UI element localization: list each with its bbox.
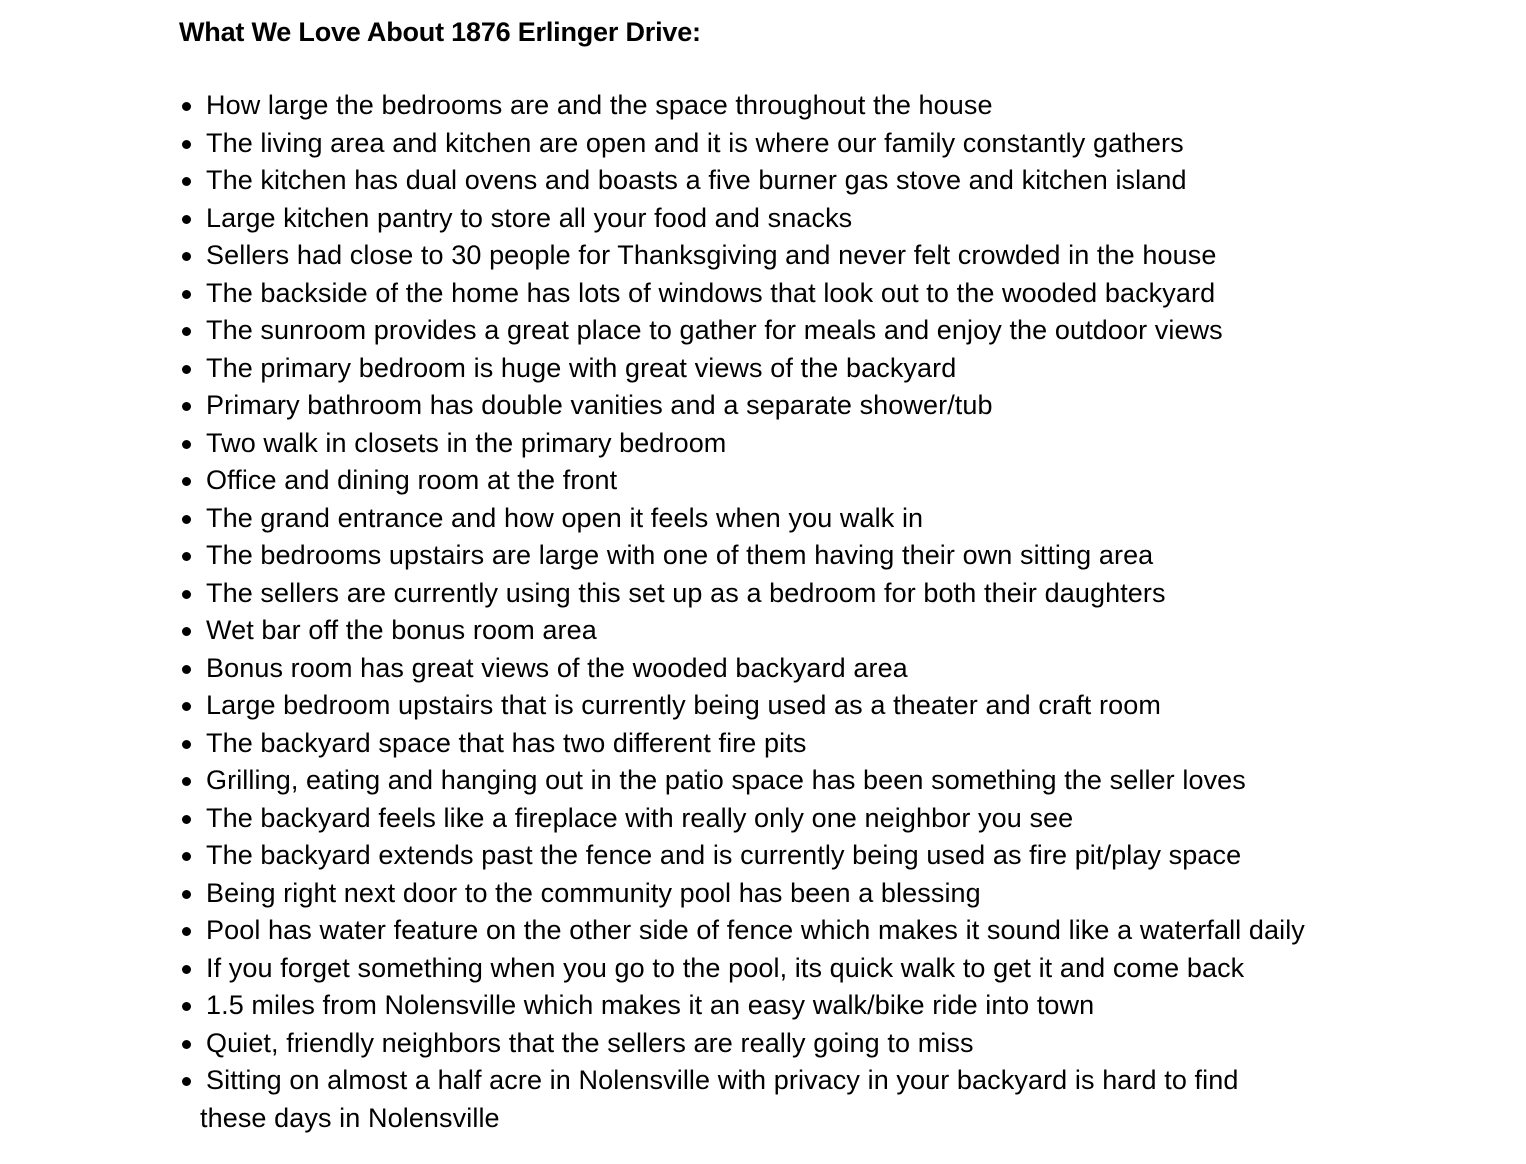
list-item-text: The kitchen has dual ovens and boasts a five burner gas stove and kitchen island [206, 165, 1187, 195]
list-item-text: The sunroom provides a great place to gather for meals and enjoy the outdoor views [206, 315, 1223, 345]
list-item [179, 912, 1379, 950]
list-item [179, 575, 1379, 613]
bullet-icon [182, 477, 191, 486]
list-item [179, 950, 1379, 988]
list-item [179, 1025, 1379, 1063]
list-item-text: If you forget something when you go to the pool, its quick walk to get it and come back [206, 952, 1245, 983]
list-item-text: The grand entrance and how open it feels when you walk in [206, 502, 924, 533]
features-list [179, 87, 1379, 1137]
bullet-icon [182, 815, 191, 824]
list-item [179, 425, 1379, 463]
list-item [179, 162, 1379, 200]
list-item [179, 125, 1379, 163]
bullet-icon [182, 777, 191, 786]
list-item-text: Two walk in closets in the primary bedroom [206, 427, 727, 458]
bullet-icon [182, 177, 191, 186]
bullet-icon [182, 402, 191, 411]
bullet-icon [182, 965, 191, 974]
list-item [179, 537, 1379, 575]
bullet-icon [182, 702, 191, 711]
bullet-icon [182, 852, 191, 861]
list-item-text: How large the bedrooms are and the space throughout the house [206, 90, 993, 120]
list-item-text: The backyard space that has two different fire pits [206, 727, 807, 758]
list-item-text: Sitting on almost a half acre in Nolensville with privacy in your backyard is hard to find [206, 1065, 1239, 1095]
list-item [179, 87, 1379, 125]
list-item [179, 462, 1379, 500]
list-item [179, 687, 1379, 725]
list-item [179, 275, 1379, 313]
list-item [179, 725, 1379, 763]
bullet-icon [182, 252, 191, 261]
list-item-text: Quiet, friendly neighbors that the sellers are really going to miss [206, 1027, 974, 1058]
list-item [179, 237, 1379, 275]
bullet-icon [182, 627, 191, 636]
document-body [179, 12, 1379, 1137]
list-item-text: Wet bar off the bonus room area [206, 615, 597, 645]
bullet-icon [182, 140, 191, 149]
bullet-icon [182, 215, 191, 224]
list-item-text: The backside of the home has lots of windows that look out to the wooded backyard [206, 277, 1216, 308]
bullet-icon [182, 665, 191, 674]
bullet-icon [182, 890, 191, 899]
list-item-text: The primary bedroom is huge with great views of the backyard [206, 352, 957, 383]
bullet-icon [182, 327, 191, 336]
list-item [179, 200, 1379, 238]
list-item-text: The backyard extends past the fence and is currently being used as fire pit/play space [206, 840, 1242, 870]
list-item [179, 875, 1379, 913]
bullet-icon [182, 1040, 191, 1049]
bullet-icon [182, 365, 191, 374]
list-item [179, 837, 1379, 875]
list-item-text: 1.5 miles from Nolensville which makes it an easy walk/bike ride into town [206, 990, 1095, 1020]
list-item-text: Being right next door to the community pool has been a blessing [206, 877, 981, 908]
bullet-icon [182, 102, 191, 111]
list-item [179, 762, 1379, 800]
list-item-text: Office and dining room at the front [206, 465, 618, 495]
list-item [179, 500, 1379, 538]
list-item [179, 1062, 1379, 1137]
bullet-icon [182, 740, 191, 749]
list-item-text: Large bedroom upstairs that is currently being used as a theater and craft room [206, 690, 1161, 720]
list-item [179, 387, 1379, 425]
list-item-text: Bonus room has great views of the wooded backyard area [206, 652, 908, 683]
list-item-text: Grilling, eating and hanging out in the patio space has been something the seller loves [206, 765, 1246, 795]
list-item-text: The bedrooms upstairs are large with one of them having their own sitting area [206, 540, 1154, 570]
bullet-icon [182, 927, 191, 936]
list-item-text: The living area and kitchen are open and it is where our family constantly gathers [206, 127, 1184, 158]
page-heading: What We Love About 1876 Erlinger Drive: [179, 17, 701, 47]
bullet-icon [182, 515, 191, 524]
list-item [179, 350, 1379, 388]
list-item [179, 987, 1379, 1025]
bullet-icon [182, 1077, 191, 1086]
list-item-text: The backyard feels like a fireplace with really only one neighbor you see [206, 802, 1074, 833]
bullet-icon [182, 290, 191, 299]
list-item [179, 650, 1379, 688]
bullet-icon [182, 590, 191, 599]
list-item [179, 800, 1379, 838]
bullet-icon [182, 440, 191, 449]
list-item-text: Primary bathroom has double vanities and a separate shower/tub [206, 390, 993, 420]
bullet-icon [182, 552, 191, 561]
list-item-text: The sellers are currently using this set up as a bedroom for both their daughters [206, 577, 1166, 608]
bullet-icon [182, 1002, 191, 1011]
list-item-text: Pool has water feature on the other side of fence which makes it sound like a waterfall daily [206, 915, 1305, 945]
list-item [179, 312, 1379, 350]
list-item-text: Large kitchen pantry to store all your food and snacks [206, 202, 853, 233]
list-item-text: Sellers had close to 30 people for Thanksgiving and never felt crowded in the house [206, 240, 1217, 270]
list-item-continuation: these days in Nolensville [200, 1102, 500, 1133]
list-item [179, 612, 1379, 650]
